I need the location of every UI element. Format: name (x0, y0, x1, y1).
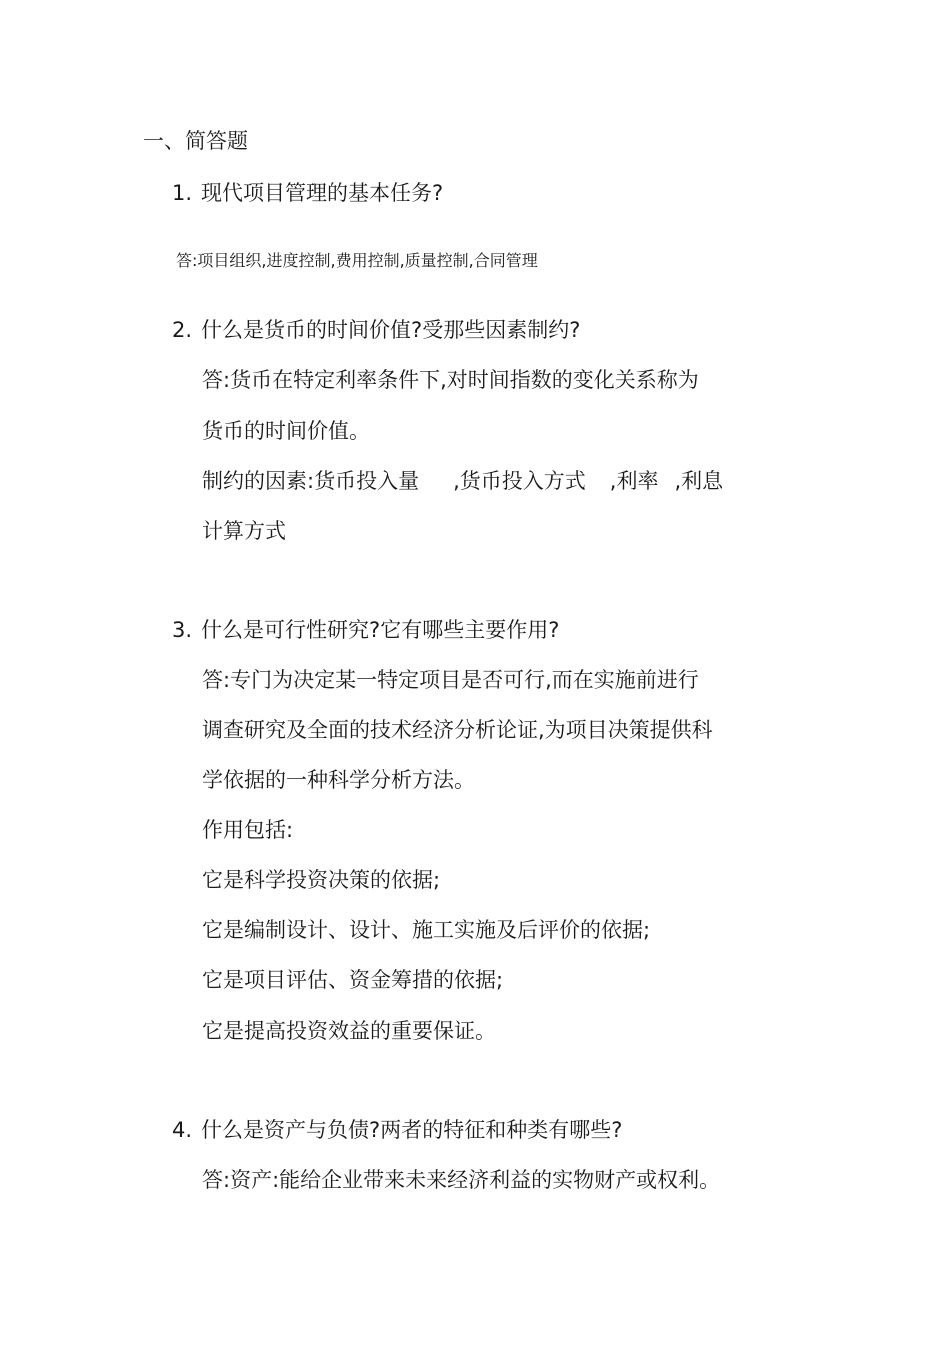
question-2-text: 什么是货币的时间价值?受那些因素制约? (201, 318, 581, 342)
answer-3-line-2: 调查研究及全面的技术经济分析论证,为项目决策提供科 (202, 718, 713, 742)
question-3-number: 3. (172, 618, 193, 642)
answer-2-line-2: 货币的时间价值。 (202, 419, 370, 443)
question-4-number: 4. (172, 1118, 193, 1142)
role-2: 它是编制设计、设计、施工实施及后评价的依据; (202, 918, 651, 942)
answer-3-line-1: 答:专门为决定某一特定项目是否可行,而在实施前进行 (202, 668, 699, 692)
question-4-text: 什么是资产与负债?两者的特征和种类有哪些? (201, 1118, 623, 1142)
answer-4-line-1: 答:资产:能给企业带来未来经济利益的实物财产或权利。 (202, 1168, 721, 1192)
role-3: 它是项目评估、资金筹措的依据; (202, 968, 504, 992)
factor-3: ,利率 (609, 469, 659, 493)
question-1-number: 1. (172, 181, 193, 205)
section-title: 一、简答题 (143, 129, 248, 153)
role-1: 它是科学投资决策的依据; (202, 868, 441, 892)
answer-2-factors-cont: 计算方式 (202, 519, 286, 543)
roles-label: 作用包括: (202, 818, 294, 842)
answer-2-factors (202, 471, 723, 492)
question-2-number: 2. (172, 318, 193, 342)
role-4: 它是提高投资效益的重要保证。 (202, 1019, 496, 1043)
question-4 (172, 1120, 622, 1141)
factor-2: ,货币投入方式 (453, 469, 586, 493)
question-3-text: 什么是可行性研究?它有哪些主要作用? (201, 618, 560, 642)
answer-2-line-1: 答:货币在特定利率条件下,对时间指数的变化关系称为 (202, 368, 699, 392)
question-2 (172, 320, 580, 341)
factor-4: ,利息 (674, 469, 724, 493)
factors-label: 制约的因素:货币投入量 (202, 469, 420, 493)
answer-1: 答:项目组织,进度控制,费用控制,质量控制,合同管理 (176, 251, 538, 270)
question-1-text: 现代项目管理的基本任务? (201, 181, 444, 205)
question-3 (172, 620, 559, 641)
question-1 (172, 183, 443, 204)
answer-3-line-3: 学依据的一种科学分析方法。 (202, 768, 475, 792)
